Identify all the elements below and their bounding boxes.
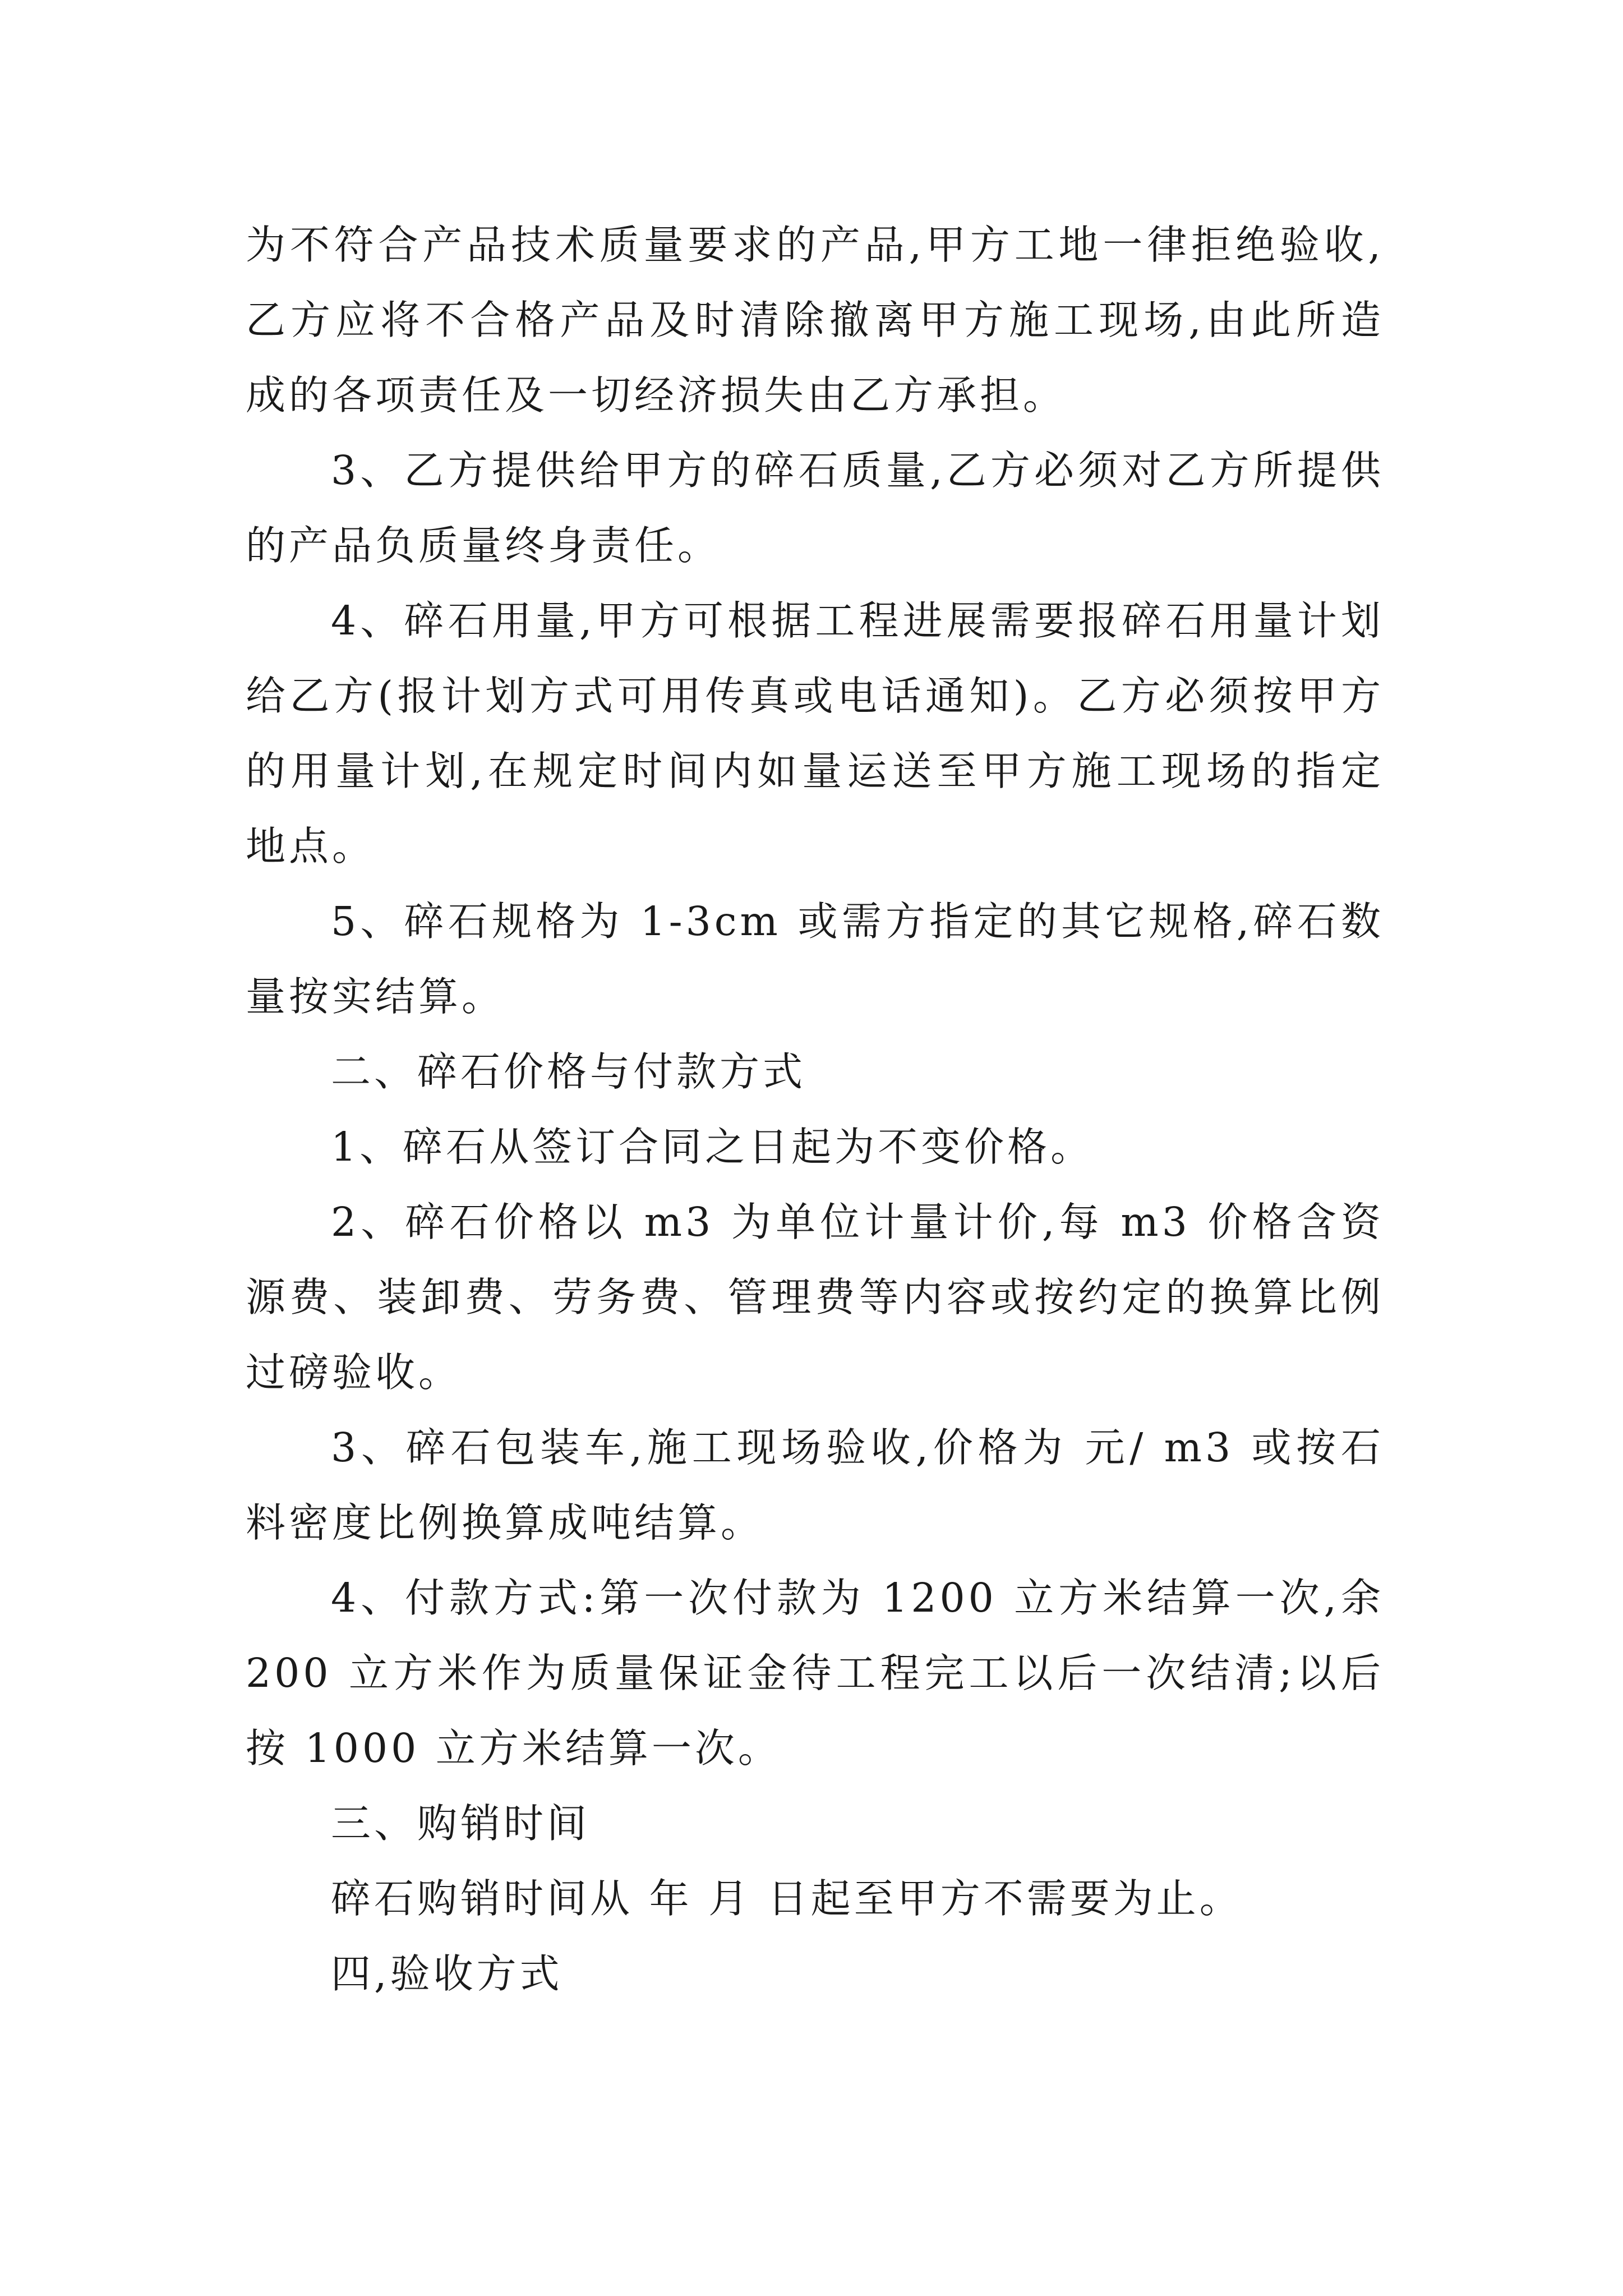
section-heading-purchase-time: 三、购销时间: [331, 1800, 591, 1847]
paragraph-price-clause-3: 3、碎石包装车,施工现场验收,价格为 元/ m3 或按石料密度比例换算成吨结算。: [246, 1424, 1384, 1546]
section-heading-price-payment: 二、碎石价格与付款方式: [331, 1048, 806, 1095]
paragraph-price-clause-1: 1、碎石从签订合同之日起为不变价格。: [331, 1124, 1094, 1170]
paragraph-clause-4-usage: 4、碎石用量,甲方可根据工程进展需要报碎石用量计划给乙方(报计划方式可用传真或电话通知)。乙方必须按甲方的用量计划,在规定时间内如量运送至甲方施工现场的指定地点。: [246, 597, 1384, 869]
document-body: [246, 208, 1384, 2012]
paragraph-price-clause-2: 2、碎石价格以 m3 为单位计量计价,每 m3 价格含资源费、装卸费、劳务费、管理费等内容或按约定的换算比例过磅验收。: [246, 1199, 1384, 1396]
paragraph-clause-3-quality: 3、乙方提供给甲方的碎石质量,乙方必须对乙方所提供的产品负质量终身责任。: [246, 447, 1384, 569]
paragraph-clause-5-spec: 5、碎石规格为 1-3cm 或需方指定的其它规格,碎石数量按实结算。: [246, 898, 1384, 1020]
section-heading-acceptance: 四,验收方式: [331, 1950, 563, 1997]
paragraph-quality-rejection: 为不符合产品技术质量要求的产品,甲方工地一律拒绝验收,乙方应将不合格产品及时清除撤离甲方施工现场,由此所造成的各项责任及一切经济损失由乙方承担。: [246, 222, 1384, 418]
paragraph-price-clause-4: 4、付款方式:第一次付款为 1200 立方米结算一次,余 200 立方米作为质量保证金待工程完工以后一次结清;以后按 1000 立方米结算一次。: [246, 1575, 1384, 1772]
paragraph-purchase-time: 碎石购销时间从 年 月 日起至甲方不需要为止。: [331, 1875, 1243, 1922]
